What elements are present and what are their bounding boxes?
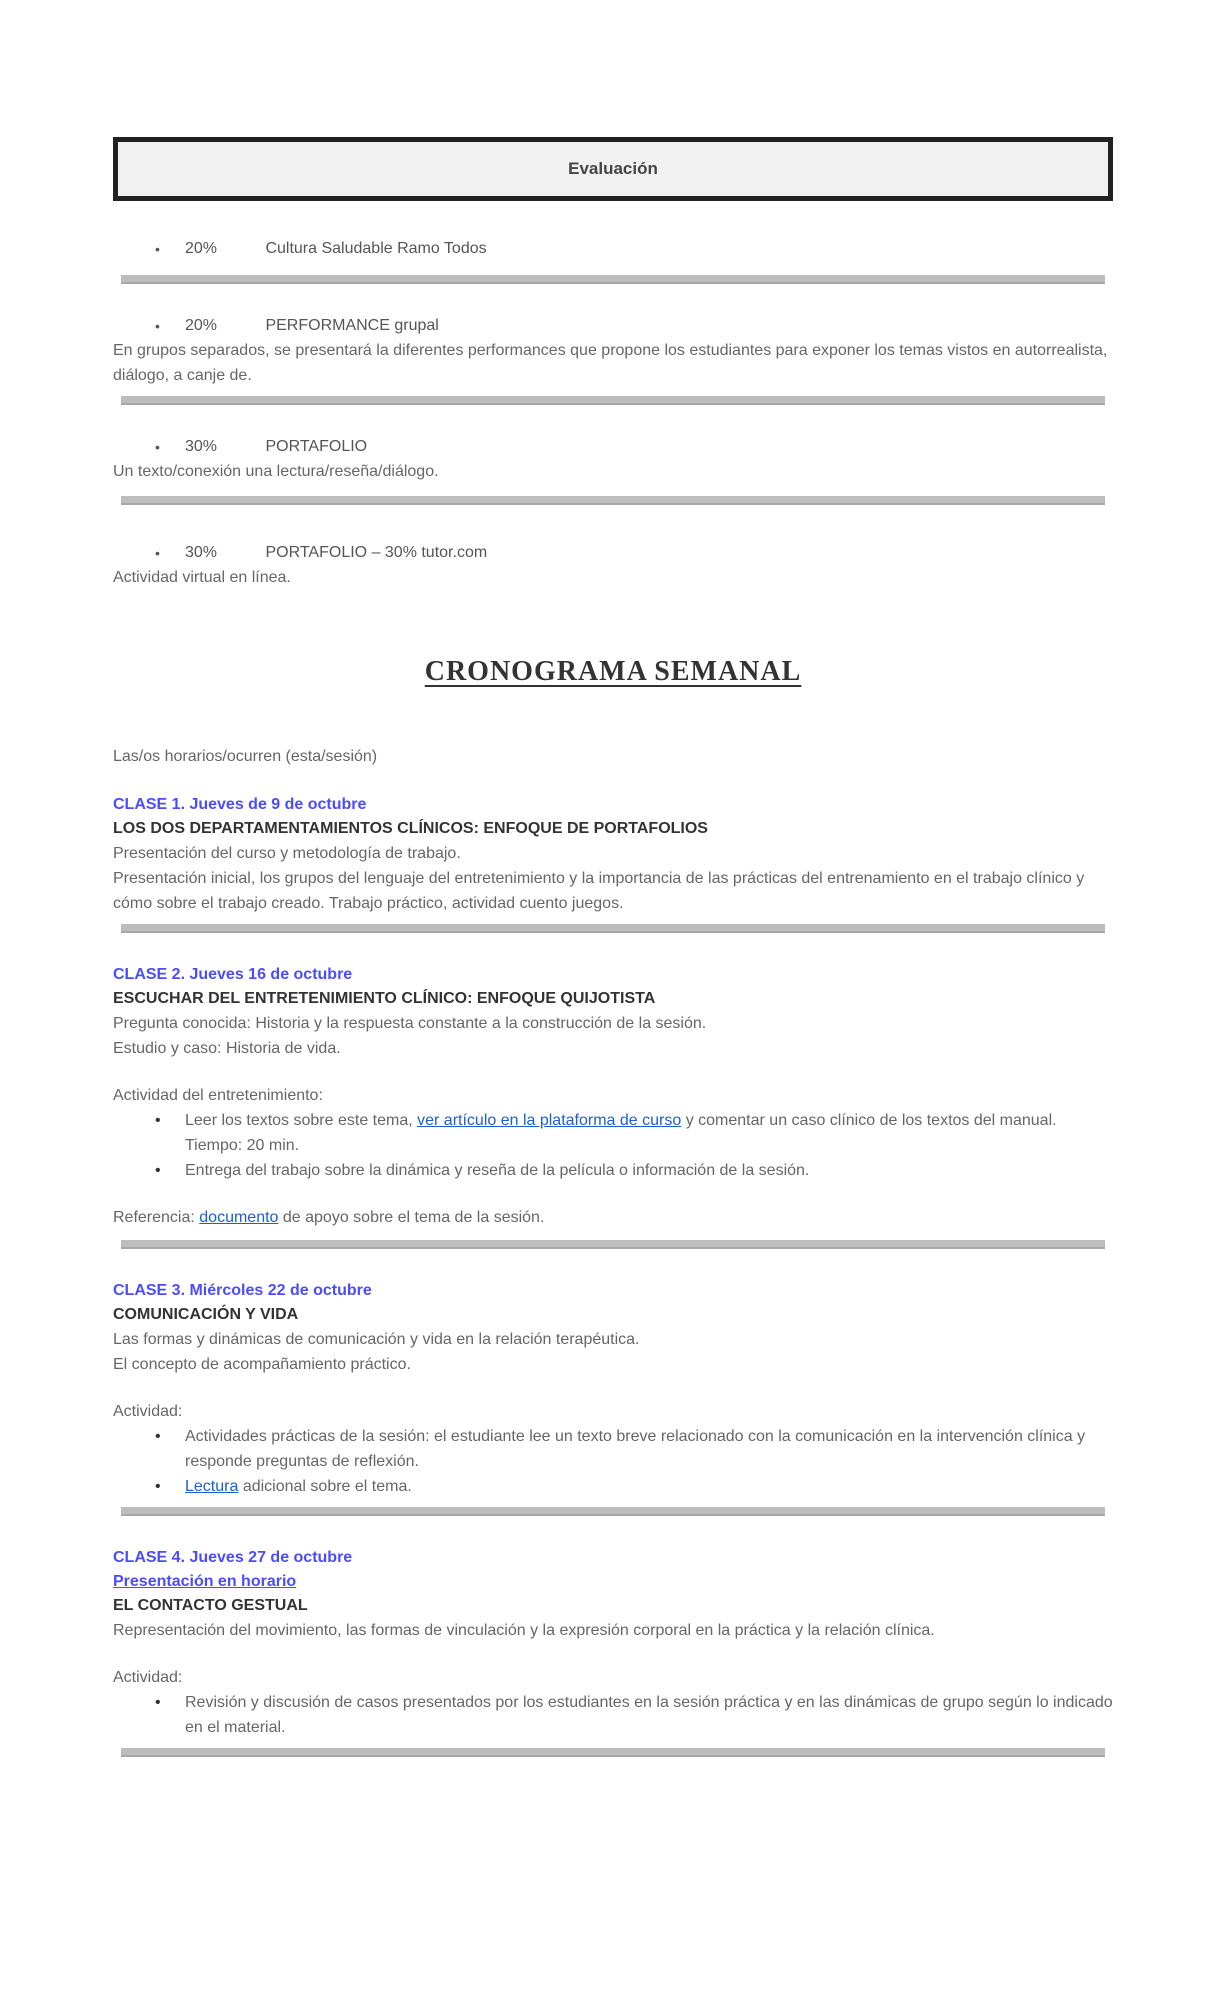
divider (121, 1507, 1105, 1516)
activity-label: Actividad: (113, 1403, 183, 1420)
bullet-icon: • (155, 545, 160, 561)
evaluation-item (113, 237, 1113, 261)
evaluation-item-pct: 30% (185, 438, 218, 455)
activity-list (113, 1108, 1113, 1183)
divider (121, 1240, 1105, 1249)
session-subtitle: Presentación en horario (113, 1573, 297, 1590)
bullet-icon: • (155, 318, 160, 334)
evaluation-item-pct: 20% (185, 240, 218, 257)
evaluation-item-desc: Un texto/conexión una lectura/reseña/diálogo. (113, 463, 439, 480)
session-topic: COMUNICACIÓN Y VIDA (113, 1306, 299, 1323)
bullet-icon: • (155, 439, 160, 455)
evaluation-item-name: PORTAFOLIO (265, 438, 368, 455)
evaluation-item-name: PERFORMANCE grupal (265, 317, 439, 334)
activity-label: Actividad del entretenimiento: (113, 1087, 323, 1104)
evaluation-item (113, 541, 1113, 565)
activity-list (113, 1424, 1113, 1499)
divider (121, 1748, 1105, 1757)
activity-list (113, 1690, 1113, 1740)
session-text: Presentación del curso y metodología de trabajo. (113, 845, 461, 862)
reference-line (113, 1205, 1113, 1230)
list-item-text: Entrega del trabajo sobre la dinámica y reseña de la película o información de la sesión. (185, 1162, 810, 1179)
reference-link[interactable]: documento (199, 1209, 279, 1226)
session-date: CLASE 3. Miércoles 22 de octubre (113, 1282, 372, 1299)
evaluation-item (113, 314, 1113, 338)
reference-text: Referencia: (113, 1209, 200, 1226)
reading-link[interactable]: Lectura (185, 1478, 239, 1495)
evaluation-item-name: PORTAFOLIO – 30% tutor.com (265, 544, 488, 561)
evaluation-item (113, 435, 1113, 459)
document-content (113, 137, 1113, 1757)
evaluation-title: Evaluación (568, 159, 658, 178)
session-date: CLASE 2. Jueves 16 de octubre (113, 966, 353, 983)
reference-text: de apoyo sobre el tema de la sesión. (278, 1209, 545, 1226)
session-date: CLASE 1. Jueves de 9 de octubre (113, 796, 367, 813)
evaluation-item-name: Cultura Saludable Ramo Todos (265, 240, 487, 257)
session-text: Pregunta conocida: Historia y la respuesta constante a la construcción de la sesión. (113, 1015, 707, 1032)
list-item-text: Actividades prácticas de la sesión: el estudiante lee un texto breve relacionado con la comunicación en la intervención clínica y responde preguntas de reflexión. (185, 1428, 1086, 1470)
list-item (185, 1690, 1113, 1740)
list-item-text: y comentar un caso clínico de los textos del manual. Tiempo: 20 min. (185, 1112, 1057, 1154)
list-item-text: adicional sobre el tema. (238, 1478, 412, 1495)
evaluation-title-box (113, 137, 1113, 201)
list-item (185, 1158, 1113, 1183)
session-text: El concepto de acompañamiento práctico. (113, 1356, 411, 1373)
list-item-text: Leer los textos sobre este tema, (185, 1112, 418, 1129)
bullet-icon: • (155, 241, 160, 257)
divider (121, 275, 1105, 284)
list-item-text: Revisión y discusión de casos presentados por los estudiantes en la sesión práctica y en las dinámicas de grupo según lo indicado en el material. (185, 1694, 1113, 1736)
activity-label: Actividad: (113, 1669, 183, 1686)
evaluation-item-desc: En grupos separados, se presentará la diferentes performances que propone los estudiantes para exponer los temas vistos en autorrealista, diálogo, a canje de. (113, 342, 1108, 384)
divider (121, 924, 1105, 933)
evaluation-item-pct: 30% (185, 544, 218, 561)
schedule-heading: CRONOGRAMA SEMANAL (424, 656, 802, 687)
divider (121, 496, 1105, 505)
list-item (185, 1424, 1113, 1474)
session-text: Representación del movimiento, las formas de vinculación y la expresión corporal en la práctica y la relación clínica. (113, 1622, 935, 1639)
material-link[interactable]: ver artículo en la plataforma de curso (417, 1112, 682, 1129)
divider (121, 396, 1105, 405)
session-text: Presentación inicial, los grupos del lenguaje del entretenimiento y la importancia de las prácticas del entrenamiento en el trabajo clínico y cómo sobre el trabajo creado. Trabajo práctico, actividad cuento juegos. (113, 870, 1085, 912)
session-date: CLASE 4. Jueves 27 de octubre (113, 1549, 353, 1566)
evaluation-item-desc: Actividad virtual en línea. (113, 569, 291, 586)
session-topic: LOS DOS DEPARTAMENTAMIENTOS CLÍNICOS: ENFOQUE DE PORTAFOLIOS (113, 820, 708, 837)
session-topic: ESCUCHAR DEL ENTRETENIMIENTO CLÍNICO: ENFOQUE QUIJOTISTA (113, 990, 656, 1007)
list-item (185, 1474, 1113, 1499)
schedule-intro: Las/os horarios/ocurren (esta/sesión) (113, 748, 378, 765)
session-text: Las formas y dinámicas de comunicación y vida en la relación terapéutica. (113, 1331, 640, 1348)
session-topic: EL CONTACTO GESTUAL (113, 1597, 308, 1614)
session-text: Estudio y caso: Historia de vida. (113, 1040, 341, 1057)
list-item (185, 1108, 1113, 1158)
evaluation-item-pct: 20% (185, 317, 218, 334)
